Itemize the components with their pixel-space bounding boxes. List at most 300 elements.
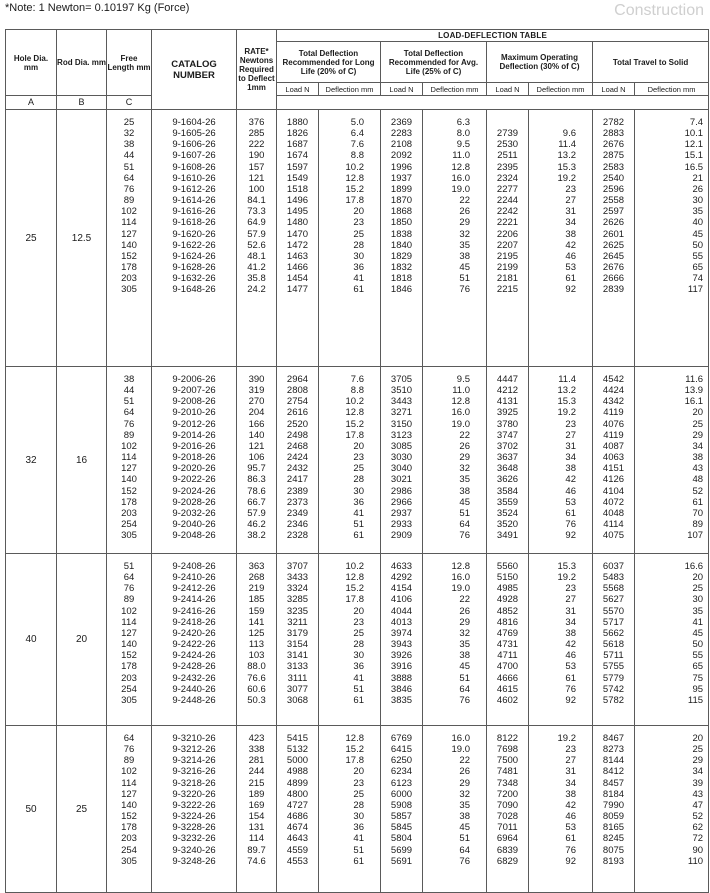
cell-value: 52.6 [247, 239, 266, 251]
max-operating-load-values [487, 726, 529, 893]
cell-value: 9-1628-26 [172, 262, 216, 274]
cell-value: 3702 [496, 440, 519, 452]
cell-value: 152 [121, 811, 137, 823]
cell-value: 6250 [390, 755, 413, 767]
long-life-deflection-values [319, 554, 381, 726]
cell-value: 76 [123, 583, 135, 595]
cell-value: 4686 [286, 811, 309, 823]
cell-value: 2596 [602, 183, 625, 195]
cell-value: 38 [459, 250, 470, 262]
cell-value: 2839 [602, 284, 625, 296]
cell-value: 2221 [496, 217, 519, 229]
cell-value: 10.1 [684, 128, 704, 140]
cell-value: 1840 [390, 239, 413, 251]
cell-value: 42 [565, 799, 576, 811]
cell-value: 9-1607-26 [172, 150, 216, 162]
cell-value: 95.7 [247, 463, 266, 475]
cell-value: 24.2 [247, 284, 266, 296]
max-operating-deflection-values [529, 367, 593, 554]
cell-value: 7028 [496, 811, 519, 823]
cell-value: 178 [121, 496, 137, 508]
hole-dia-header: Hole Dia. mm [6, 30, 57, 96]
avg-life-deflection-values [423, 367, 487, 554]
cell-value: 4154 [390, 583, 413, 595]
cell-value: 9-1606-26 [172, 139, 216, 151]
cell-value: 9-2024-26 [172, 485, 216, 497]
cell-value: 76 [565, 683, 576, 695]
cell-value: 305 [121, 694, 137, 706]
cell-value: 38 [692, 452, 704, 464]
cell-value: 72 [692, 833, 704, 845]
cell-value: 38 [565, 788, 576, 800]
rate-values [237, 726, 277, 893]
cell-value: 10.2 [345, 161, 364, 173]
cell-value: 9-3228-26 [172, 822, 216, 834]
cell-value: 3271 [390, 407, 413, 419]
total-travel-header: Total Travel to Solid [593, 42, 709, 83]
cell-value: 254 [121, 519, 137, 531]
cell-value: 11.4 [558, 374, 576, 385]
cell-value: 127 [121, 627, 137, 639]
avg-life-deflection-values [423, 110, 487, 367]
cell-value: 51 [123, 396, 135, 408]
cell-value: 363 [248, 561, 265, 572]
cell-value: 19.2 [557, 572, 576, 584]
cell-value: 5662 [602, 627, 625, 639]
avg-life-load-values [381, 367, 423, 554]
cell-value: 15.2 [345, 744, 364, 756]
cell-value: 8144 [602, 755, 625, 767]
cell-value: 2933 [390, 519, 413, 531]
cell-value: 95 [692, 683, 704, 695]
cell-value: 2349 [286, 507, 309, 519]
cell-value: 115 [687, 694, 704, 706]
cell-value: 1838 [390, 228, 413, 240]
cell-value: 61 [353, 855, 364, 867]
cell-value: 9-2012-26 [172, 418, 216, 430]
cell-value: 5782 [602, 694, 625, 706]
cell-value: 185 [248, 594, 265, 606]
cell-value: 285 [248, 128, 265, 140]
cell-value: 7200 [496, 788, 519, 800]
cell-value: 32 [459, 788, 470, 800]
cell-value: 1496 [286, 195, 309, 207]
cell-value: 17.8 [345, 429, 364, 441]
cell-value: 178 [121, 262, 137, 274]
cell-value: 7.4 [689, 117, 704, 128]
cell-value: 51 [123, 161, 135, 173]
cell-value: 53 [565, 661, 576, 673]
cell-value: 131 [248, 822, 265, 834]
cell-value: 46 [565, 250, 576, 262]
cell-value: 140 [121, 239, 137, 251]
cell-value: 76.6 [247, 672, 266, 684]
cell-value: 4700 [496, 661, 519, 673]
cell-value: 76 [123, 418, 135, 430]
cell-value: 55 [692, 650, 704, 662]
load-deflection-table [5, 29, 709, 893]
cell-value: 2346 [286, 519, 309, 531]
cell-value: 4800 [286, 788, 309, 800]
cell-value: 15.2 [345, 183, 364, 195]
cell-value: 10.2 [345, 561, 364, 572]
cell-value: 8412 [602, 766, 625, 778]
cell-value: 48.1 [247, 250, 266, 262]
cell-value: 9-1612-26 [172, 183, 216, 195]
cell-value: 45 [459, 262, 470, 274]
catalog-number-values [152, 554, 237, 726]
cell-value: 169 [248, 799, 265, 811]
cell-value: 215 [248, 777, 265, 789]
free-length-values [107, 726, 152, 893]
cell-value: 154 [248, 811, 265, 823]
cell-value: 2432 [286, 463, 309, 475]
cell-value: 305 [121, 284, 137, 296]
cell-value: 8122 [496, 733, 519, 744]
cell-value: 16.0 [451, 572, 470, 584]
cell-value: 6123 [390, 777, 413, 789]
cell-value: 9-2032-26 [172, 507, 216, 519]
cell-value: 2782 [602, 117, 625, 128]
cell-value: 20 [353, 206, 364, 218]
spring-group-row [6, 367, 709, 554]
max-operating-deflection-header: Deflection mm [529, 83, 593, 96]
cell-value: 9-2440-26 [172, 683, 216, 695]
cell-value: 4816 [496, 616, 519, 628]
cell-value: 3154 [286, 639, 309, 651]
cell-value: 2195 [496, 250, 519, 262]
rate-header: RATE* Newtons Required to Deflect 1mm [237, 30, 277, 110]
cell-value: 4063 [602, 452, 625, 464]
cell-value: 2964 [286, 374, 309, 385]
cell-value: 12.8 [345, 407, 364, 419]
cell-value: 51 [459, 507, 470, 519]
free-length-values [107, 367, 152, 554]
cell-value: 114 [121, 217, 137, 229]
cell-value: 2666 [602, 273, 625, 285]
cell-value: 30 [692, 594, 704, 606]
cell-value: 9-2014-26 [172, 429, 216, 441]
cell-value: 16.5 [684, 161, 704, 173]
cell-value: 30 [353, 485, 364, 497]
cell-value: 23 [353, 217, 364, 229]
cell-value: 19.0 [451, 183, 470, 195]
cell-value: 117 [687, 284, 704, 296]
cell-value: 9-2424-26 [172, 650, 216, 662]
cell-value: 5717 [602, 616, 625, 628]
cell-value: 3707 [286, 561, 309, 572]
cell-value: 9-3232-26 [172, 833, 216, 845]
cell-value: 1480 [286, 217, 309, 229]
cell-value: 7481 [496, 766, 519, 778]
cell-value: 9-1616-26 [172, 206, 216, 218]
cell-value: 22 [459, 195, 470, 207]
cell-value: 76 [459, 855, 470, 867]
avg-life-load-header: Load N [381, 83, 423, 96]
catalog-number-values [152, 110, 237, 367]
cell-value: 423 [248, 733, 265, 744]
rate-values [237, 110, 277, 367]
cell-value: 35 [692, 206, 704, 218]
cell-value: 8193 [602, 855, 625, 867]
cell-value: 36 [353, 262, 364, 274]
cell-value: 30 [353, 650, 364, 662]
cell-value: 4643 [286, 833, 309, 845]
cell-value: 51 [353, 844, 364, 856]
cell-value: 23 [565, 418, 576, 430]
cell-value: 102 [121, 206, 137, 218]
cell-value: 38 [565, 627, 576, 639]
cell-value: 31 [565, 766, 576, 778]
cell-value: 23 [353, 452, 364, 464]
cell-value: 6415 [390, 744, 413, 756]
cell-value: 31 [565, 440, 576, 452]
cell-value: 64 [123, 733, 135, 744]
cell-value: 5000 [286, 755, 309, 767]
cell-value: 7011 [497, 822, 518, 834]
rod-dia-value: 25 [57, 726, 107, 893]
cell-value: 152 [121, 250, 137, 262]
cell-value: 7698 [496, 744, 519, 756]
cell-value: 35 [459, 639, 470, 651]
cell-value: 204 [248, 407, 265, 419]
cell-value: 2909 [390, 530, 413, 542]
cell-value: 4212 [496, 385, 519, 397]
cell-value: 1829 [390, 250, 413, 262]
cell-value: 11.0 [452, 385, 470, 397]
cell-value: 25 [692, 744, 704, 756]
cell-value: 42 [565, 474, 576, 486]
total-travel-load-values [593, 110, 635, 367]
cell-value: 9-2432-26 [172, 672, 216, 684]
cell-value: 2181 [496, 273, 519, 285]
cell-value: 90 [692, 844, 704, 856]
cell-value: 34 [565, 217, 576, 229]
cell-value: 25 [353, 463, 364, 475]
column-letter-a: A [6, 96, 57, 110]
cell-value: 3510 [390, 385, 413, 397]
cell-value: 47 [692, 799, 704, 811]
cell-value: 19.2 [557, 407, 576, 419]
cell-value: 3123 [390, 429, 413, 441]
cell-value: 41 [353, 833, 364, 845]
cell-value: 3637 [496, 452, 519, 464]
cell-value: 9-2408-26 [172, 561, 216, 572]
max-operating-deflection-values [529, 554, 593, 726]
cell-value: 9-1632-26 [172, 273, 216, 285]
cell-value: 8.8 [350, 150, 364, 162]
cell-value: 45 [692, 627, 704, 639]
cell-value: 3925 [496, 407, 519, 419]
cell-value: 26 [459, 605, 470, 617]
cell-value: 11.0 [452, 150, 470, 162]
cell-value: 16.0 [451, 172, 470, 184]
cell-value: 44 [123, 385, 135, 397]
cell-value: 2540 [602, 172, 625, 184]
cell-value: 270 [248, 396, 265, 408]
total-travel-deflection-values [635, 367, 709, 554]
cell-value: 1674 [286, 150, 309, 162]
cell-value: 3943 [390, 639, 413, 651]
long-life-deflection-header: Deflection mm [319, 83, 381, 96]
cell-value: 3705 [390, 374, 413, 385]
cell-value: 20 [692, 572, 704, 584]
cell-value: 152 [121, 650, 137, 662]
cell-value: 114 [248, 833, 265, 845]
cell-value: 9-3222-26 [172, 799, 216, 811]
cell-value: 4988 [286, 766, 309, 778]
cell-value: 1466 [286, 262, 309, 274]
cell-value: 44 [123, 150, 135, 162]
cell-value: 1472 [286, 239, 309, 251]
cell-value: 62 [692, 822, 704, 834]
total-travel-deflection-values [635, 554, 709, 726]
cell-value: 30 [692, 195, 704, 207]
total-travel-load-header: Load N [593, 83, 635, 96]
cell-value: 6000 [390, 788, 413, 800]
cell-value: 15.1 [684, 150, 704, 162]
free-length-values [107, 554, 152, 726]
cell-value: 4075 [602, 530, 625, 542]
cell-value: 25 [353, 228, 364, 240]
cell-value: 305 [121, 855, 137, 867]
cell-value: 4852 [496, 605, 519, 617]
cell-value: 22 [459, 594, 470, 606]
cell-value: 4602 [496, 694, 519, 706]
avg-life-load-values [381, 726, 423, 893]
cell-value: 92 [565, 530, 576, 542]
long-life-load-header: Load N [277, 83, 319, 96]
column-letter-b: B [57, 96, 107, 110]
total-travel-deflection-header: Deflection mm [635, 83, 709, 96]
cell-value: 51 [459, 833, 470, 845]
cell-value: 42 [565, 639, 576, 651]
cell-value: 34 [692, 440, 704, 452]
cell-value: 140 [248, 429, 265, 441]
cell-value: 4151 [602, 463, 625, 475]
cell-value: 203 [121, 833, 137, 845]
cell-value: 2986 [390, 485, 413, 497]
cell-value: 8.8 [350, 385, 364, 397]
cell-value: 6234 [390, 766, 413, 778]
cell-value: 75 [692, 672, 704, 684]
cell-value: 5845 [390, 822, 413, 834]
cell-value: 55 [692, 250, 704, 262]
cell-value: 2530 [496, 139, 519, 151]
cell-value: 9-2028-26 [172, 496, 216, 508]
cell-value: 1518 [286, 183, 309, 195]
cell-value: 2498 [286, 429, 309, 441]
cell-value: 113 [248, 639, 265, 651]
cell-value: 2511 [497, 150, 518, 162]
cell-value: 9-3240-26 [172, 844, 216, 856]
cell-value: 9-1610-26 [172, 172, 216, 184]
cell-value: 5857 [390, 811, 413, 823]
cell-value: 41 [353, 672, 364, 684]
cell-value: 29 [459, 616, 470, 628]
cell-value: 12.8 [451, 561, 470, 572]
cell-value: 102 [121, 440, 137, 452]
cell-value: 4087 [602, 440, 625, 452]
cell-value: 7.6 [350, 139, 364, 151]
cell-value: 9-1648-26 [172, 284, 216, 296]
cell-value: 4013 [390, 616, 413, 628]
cell-value: 5415 [286, 733, 309, 744]
cell-value: 5570 [602, 605, 625, 617]
total-travel-load-values [593, 367, 635, 554]
cell-value: 3846 [390, 683, 413, 695]
cell-value: 3626 [496, 474, 519, 486]
cell-value: 35 [692, 605, 704, 617]
cell-value: 20 [353, 766, 364, 778]
cell-value: 3179 [286, 627, 309, 639]
cell-value: 45 [459, 661, 470, 673]
cell-value: 16.0 [451, 733, 470, 744]
cell-value: 89 [123, 429, 135, 441]
cell-value: 3648 [496, 463, 519, 475]
cell-value: 4899 [286, 777, 309, 789]
cell-value: 48 [692, 474, 704, 486]
cell-value: 9-2428-26 [172, 661, 216, 673]
cell-value: 8.0 [456, 128, 470, 140]
cell-value: 8075 [602, 844, 625, 856]
cell-value: 38 [123, 139, 135, 151]
cell-value: 4553 [286, 855, 309, 867]
cell-value: 10.2 [345, 396, 364, 408]
cell-value: 159 [248, 605, 265, 617]
cell-value: 25 [692, 418, 704, 430]
cell-value: 2417 [286, 474, 309, 486]
free-length-values [107, 110, 152, 367]
cell-value: 41 [353, 507, 364, 519]
cell-value: 4633 [390, 561, 413, 572]
cell-value: 2206 [496, 228, 519, 240]
cell-value: 12.8 [451, 396, 470, 408]
cell-value: 2277 [496, 183, 519, 195]
cell-value: 8059 [602, 811, 625, 823]
cell-value: 9-1608-26 [172, 161, 216, 173]
cell-value: 38 [459, 811, 470, 823]
cell-value: 5132 [286, 744, 309, 756]
cell-value: 50 [692, 239, 704, 251]
cell-value: 78.6 [247, 485, 266, 497]
cell-value: 9-1622-26 [172, 239, 216, 251]
cell-value: 114 [121, 616, 137, 628]
cell-value: 5627 [602, 594, 625, 606]
cell-value: 35 [459, 239, 470, 251]
cell-value: 5560 [496, 561, 519, 572]
cell-value: 41 [692, 616, 704, 628]
cell-value: 28 [353, 639, 364, 651]
cell-value: 5.0 [350, 117, 364, 128]
cell-value: 2328 [286, 530, 309, 542]
cell-value: 64 [123, 407, 135, 419]
cell-value: 38 [459, 650, 470, 662]
cell-value: 1477 [286, 284, 309, 296]
cell-value: 5779 [602, 672, 625, 684]
cell-value: 8165 [602, 822, 625, 834]
cell-value: 141 [248, 616, 265, 628]
cell-value: 2242 [496, 206, 519, 218]
cell-value: 3285 [286, 594, 309, 606]
cell-value: 1868 [390, 206, 413, 218]
cell-value: 2395 [496, 161, 519, 173]
cell-value: 3133 [286, 661, 309, 673]
cell-value: 102 [121, 766, 137, 778]
cell-value: 189 [248, 788, 265, 800]
cell-value: 9-2006-26 [172, 374, 216, 385]
cell-value: 5742 [602, 683, 625, 695]
